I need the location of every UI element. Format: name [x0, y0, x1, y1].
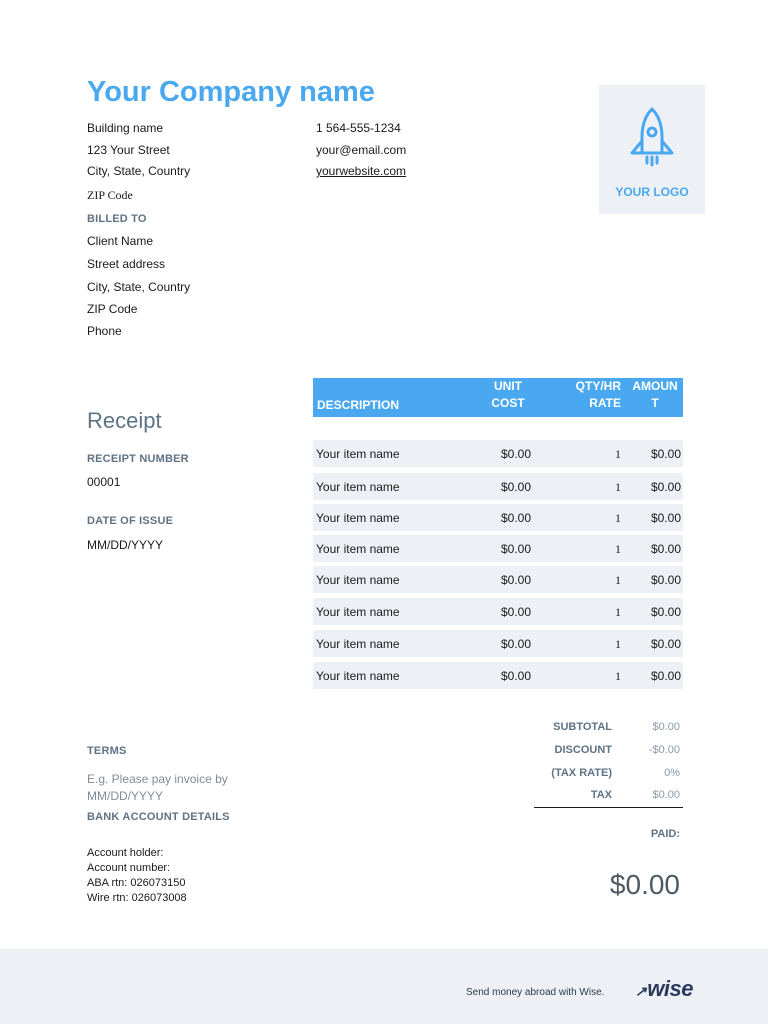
bank-aba-rtn: ABA rtn: 026073150 — [87, 877, 186, 889]
item-unit-cost: $0.00 — [500, 573, 531, 587]
table-row — [313, 440, 683, 467]
item-unit-cost: $0.00 — [500, 637, 531, 651]
billed-to-label: BILLED TO — [87, 213, 147, 225]
item-qty: 1 — [615, 573, 621, 587]
table-row — [313, 566, 683, 593]
item-unit-cost: $0.00 — [500, 447, 531, 461]
discount-label: DISCOUNT — [554, 744, 612, 756]
items-table-header — [313, 378, 683, 417]
bank-details-label: BANK ACCOUNT DETAILS — [87, 811, 230, 823]
item-amount: $0.00 — [650, 542, 681, 556]
discount-value: -$0.00 — [648, 744, 680, 756]
item-unit-cost: $0.00 — [500, 480, 531, 494]
totals-divider — [534, 807, 683, 808]
subtotal-value: $0.00 — [652, 721, 680, 733]
company-street: 123 Your Street — [87, 143, 170, 157]
item-description: Your item name — [316, 605, 400, 619]
receipt-number: 00001 — [87, 475, 121, 489]
bank-account-holder: Account holder: — [87, 847, 164, 859]
item-amount: $0.00 — [650, 605, 681, 619]
company-building: Building name — [87, 121, 164, 135]
item-qty: 1 — [615, 447, 621, 461]
rocket-icon — [624, 105, 680, 169]
wise-flag-icon: ↗ — [635, 983, 647, 999]
item-amount: $0.00 — [650, 447, 681, 461]
item-qty: 1 — [615, 542, 621, 556]
item-qty: 1 — [615, 637, 621, 651]
client-zip: ZIP Code — [87, 302, 138, 316]
item-qty: 1 — [615, 605, 621, 619]
item-description: Your item name — [316, 542, 400, 556]
company-zip: ZIP Code — [87, 188, 133, 202]
client-city: City, State, Country — [87, 280, 191, 294]
terms-label: TERMS — [87, 745, 127, 757]
item-unit-cost: $0.00 — [500, 605, 531, 619]
item-description: Your item name — [316, 447, 400, 461]
item-unit-cost: $0.00 — [500, 511, 531, 525]
item-amount: $0.00 — [650, 573, 681, 587]
company-website-link[interactable]: yourwebsite.com — [316, 164, 407, 178]
client-name: Client Name — [87, 234, 154, 248]
table-row — [313, 473, 683, 500]
item-unit-cost: $0.00 — [500, 669, 531, 683]
company-name: Your Company name — [87, 76, 375, 108]
footer-banner — [0, 949, 768, 1024]
item-unit-cost: $0.00 — [500, 542, 531, 556]
client-phone: Phone — [87, 324, 122, 338]
bank-account-number: Account number: — [87, 862, 171, 874]
tax-label: TAX — [590, 789, 612, 801]
table-row — [313, 535, 683, 562]
table-row — [313, 598, 683, 625]
header-amount — [629, 378, 681, 412]
logo-text: YOUR LOGO — [615, 185, 689, 199]
header-qty-rate — [559, 378, 621, 412]
table-row — [313, 662, 683, 689]
wise-brand-text: wise — [647, 976, 693, 1001]
footer-tagline[interactable]: Send money abroad with Wise. — [466, 987, 605, 998]
item-amount: $0.00 — [650, 480, 681, 494]
header-qty-line2: RATE — [589, 396, 621, 410]
date-of-issue-label: DATE OF ISSUE — [87, 515, 174, 527]
terms-text: E.g. Please pay invoice by MM/DD/YYYY — [87, 772, 228, 803]
receipt-title: Receipt — [87, 408, 162, 433]
logo-placeholder — [599, 85, 705, 214]
date-of-issue: MM/DD/YYYY — [87, 538, 164, 552]
company-email[interactable]: your@email.com — [316, 143, 407, 157]
tax-rate-label: (TAX RATE) — [551, 767, 612, 779]
header-amount-line1: AMOUN — [632, 379, 678, 393]
item-description: Your item name — [316, 573, 400, 587]
paid-label: PAID: — [650, 828, 680, 840]
receipt-number-label: RECEIPT NUMBER — [87, 453, 189, 465]
header-unit-cost-line1: UNIT — [494, 379, 522, 393]
item-qty: 1 — [615, 511, 621, 525]
bank-wire-rtn: Wire rtn: 026073008 — [87, 892, 187, 904]
paid-amount: $0.00 — [609, 869, 680, 900]
subtotal-label: SUBTOTAL — [553, 721, 612, 733]
company-city: City, State, Country — [87, 164, 191, 178]
item-description: Your item name — [316, 480, 400, 494]
wise-logo[interactable] — [635, 976, 693, 1002]
item-description: Your item name — [316, 637, 400, 651]
header-amount-line2: T — [651, 396, 659, 410]
header-unit-cost-line2: COST — [491, 396, 525, 410]
item-amount: $0.00 — [650, 511, 681, 525]
header-unit-cost — [485, 378, 531, 412]
client-street: Street address — [87, 257, 166, 271]
item-description: Your item name — [316, 669, 400, 683]
tax-rate-value: 0% — [664, 767, 680, 779]
header-qty-line1: QTY/HR — [575, 379, 621, 393]
item-amount: $0.00 — [650, 669, 681, 683]
table-row — [313, 630, 683, 657]
item-qty: 1 — [615, 480, 621, 494]
header-description: DESCRIPTION — [317, 398, 400, 412]
table-row — [313, 504, 683, 531]
company-phone: 1 564-555-1234 — [316, 121, 401, 135]
item-qty: 1 — [615, 669, 621, 683]
tax-value: $0.00 — [652, 789, 680, 801]
item-amount: $0.00 — [650, 637, 681, 651]
item-description: Your item name — [316, 511, 400, 525]
